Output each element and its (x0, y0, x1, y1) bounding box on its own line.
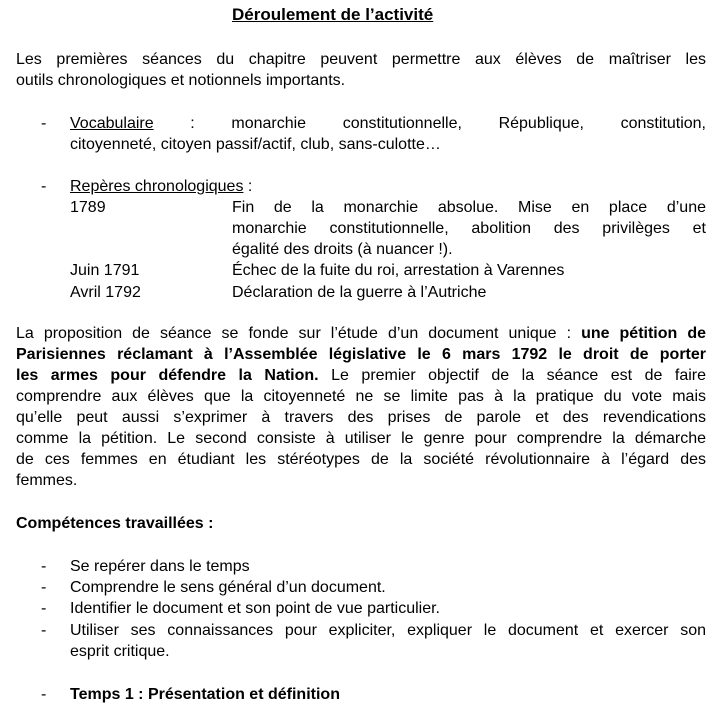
vocab-terms-1: : monarchie constitutionnelle, République, constitution, (153, 115, 706, 132)
competence-item: Comprendre le sens général d’un document. (70, 579, 386, 596)
vocab-line-1 (70, 114, 706, 134)
repere-date: Juin 1791 (70, 262, 140, 279)
vocab-label: Vocabulaire (70, 115, 154, 132)
repere-text-line: Déclaration de la guerre à l’Autriche (232, 284, 487, 301)
repere-text-line: Échec de la fuite du roi, arrestation à Varennes (232, 262, 565, 279)
list-dash: - (41, 622, 47, 639)
repere-date: Avril 1792 (70, 284, 141, 301)
competence-item: Se repérer dans le temps (70, 558, 250, 575)
list-dash: - (41, 579, 47, 596)
para2-text: La proposition de séance se fonde sur l’étude d’un document unique : (16, 325, 582, 342)
competence-item: Identifier le document et son point de vue particulier. (70, 600, 440, 617)
list-dash: - (41, 558, 47, 575)
intro-line-1: Les premières séances du chapitre peuvent permettre aux élèves de maîtriser les (16, 51, 706, 68)
para2-line-6: comme la pétition. Le second consiste à utiliser le genre pour comprendre la démarche (16, 430, 706, 447)
repere-text-line: monarchie constitutionnelle, abolition des privilèges et (232, 220, 706, 237)
para2-line-1 (16, 324, 706, 344)
reperes-colon: : (243, 178, 253, 195)
para2-text: Le premier objectif de la séance est de faire (318, 367, 707, 384)
para2-line-4: comprendre aux élèves que la citoyenneté ne se limite pas à la pratique du vote mais (16, 388, 706, 405)
para2-line-5: qu’elle peut aussi s’exprimer à travers des prises de parole et des revendications (16, 409, 706, 426)
list-dash: - (41, 600, 47, 617)
para2-line-2: Parisiennes réclamant à l’Assemblée législative le 6 mars 1792 le droit de porter (16, 346, 706, 363)
vocab-line-2: citoyenneté, citoyen passif/actif, club, sans-culotte… (70, 136, 441, 153)
list-dash: - (41, 115, 47, 132)
repere-date: 1789 (70, 199, 106, 216)
reperes-heading (70, 177, 252, 197)
page-title: Déroulement de l’activité (232, 5, 434, 24)
repere-text-line: Fin de la monarchie absolue. Mise en place d’une (232, 199, 706, 216)
para2-line-3 (16, 366, 706, 386)
repere-text-line: égalité des droits (à nuancer !). (232, 241, 453, 258)
competence-item-continued: esprit critique. (70, 643, 170, 660)
temps1-heading: Temps 1 : Présentation et définition (70, 686, 340, 703)
competences-heading: Compétences travaillées : (16, 515, 214, 532)
para2-line-8: femmes. (16, 472, 78, 489)
para2-bold-text: une pétition de (581, 325, 706, 342)
reperes-label: Repères chronologiques (70, 178, 244, 195)
list-dash: - (41, 686, 47, 703)
list-dash: - (41, 178, 47, 195)
intro-line-2: outils chronologiques et notionnels importants. (16, 72, 346, 89)
competence-item: Utiliser ses connaissances pour expliciter, expliquer le document et exercer son (70, 622, 706, 639)
para2-bold-text: les armes pour défendre la Nation. (16, 367, 319, 384)
para2-line-7: de ces femmes en étudiant les stéréotypes de la société révolutionnaire à l’égard des (16, 451, 706, 468)
